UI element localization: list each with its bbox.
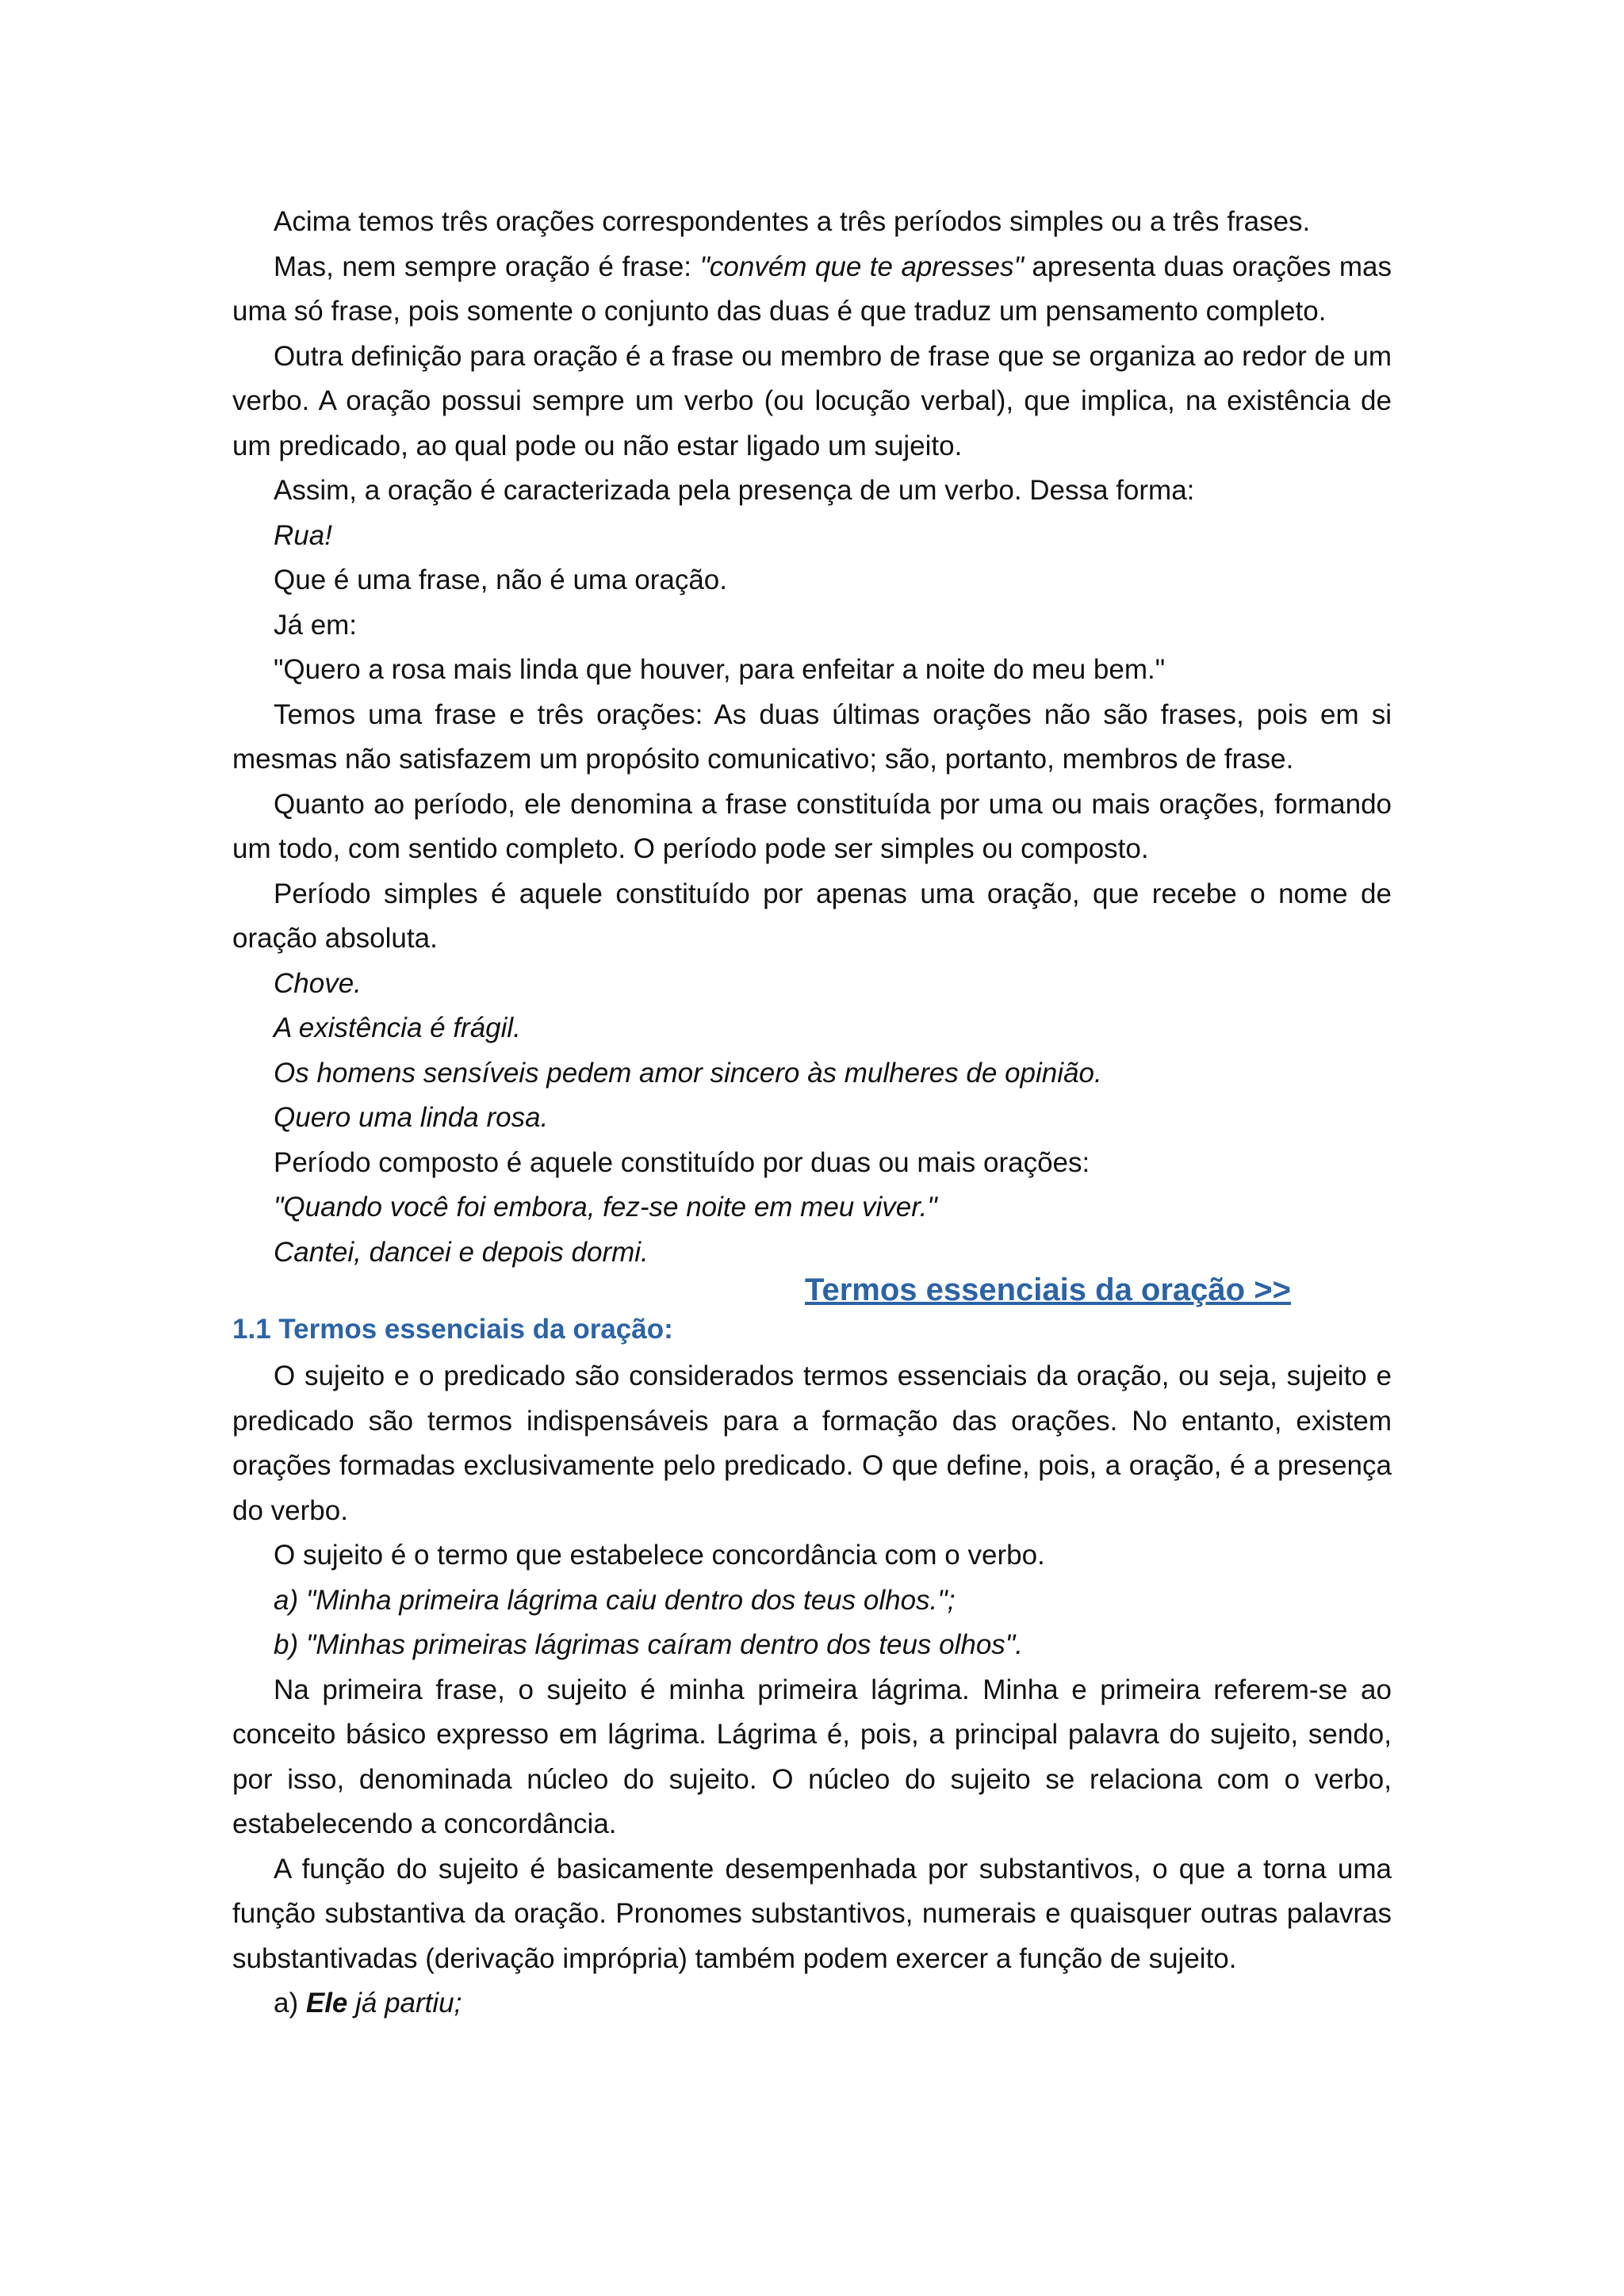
text: Mas, nem sempre oração é frase: xyxy=(274,251,700,282)
paragraph: Na primeira frase, o sujeito é minha primeira lágrima. Minha e primeira referem-se ao conceito básico expresso em lágrima. Lágrima é, pois, a principal palavra do sujeito, sendo, por isso, denominada núcleo do sujeito. O núcleo do sujeito se relaciona com o verbo, estabelecendo a concordância. xyxy=(232,1674,1392,1839)
paragraph: O sujeito é o termo que estabelece concordância com o verbo. xyxy=(274,1540,1045,1571)
text: a) xyxy=(274,1988,306,2019)
example-line: "Quando você foi embora, fez-se noite em meu viver." xyxy=(274,1192,937,1223)
paragraph: Assim, a oração é caracterizada pela presença de um verbo. Dessa forma: xyxy=(274,475,1195,506)
emphasis-subject: Ele xyxy=(305,1988,348,2019)
example-line: Quero uma linda rosa. xyxy=(274,1102,549,1133)
paragraph: A função do sujeito é basicamente desempenhada por substantivos, o que a torna uma função substantiva da oração. Pronomes substantivos, numerais e quaisquer outras palavras substantivadas (derivação imprópria) também podem exercer a função de sujeito. xyxy=(232,1853,1392,1974)
example-line: A existência é frágil. xyxy=(274,1012,521,1043)
quoted-example: "convém que te apresses" xyxy=(699,251,1024,282)
link-row xyxy=(232,1272,1392,1310)
paragraph xyxy=(232,245,1392,335)
text: já partiu; xyxy=(347,1988,462,2019)
quoted-example: "Quero a rosa mais linda que houver, para enfeitar a noite do meu bem." xyxy=(274,654,1166,685)
paragraph: Acima temos três orações correspondentes a três períodos simples ou a três frases. xyxy=(274,206,1311,237)
paragraph: O sujeito e o predicado são considerados termos essenciais da oração, ou seja, sujeito e predicado são termos indispensáveis para a formação das orações. No entanto, existem orações formadas exclusivamente pelo predicado. O que define, pois, a oração, é a presença do verbo. xyxy=(232,1360,1392,1526)
example-line: Cantei, dancei e depois dormi. xyxy=(274,1236,649,1268)
document-body xyxy=(232,200,1392,2026)
paragraph: Outra definição para oração é a frase ou membro de frase que se organiza ao redor de um verbo. A oração possui sempre um verbo (ou locução verbal), que implica, na existência de um predicado, ao qual pode ou não estar ligado um sujeito. xyxy=(232,340,1392,461)
example-line: Os homens sensíveis pedem amor sincero às mulheres de opinião. xyxy=(274,1057,1102,1089)
paragraph: Quanto ao período, ele denomina a frase constituída por uma ou mais orações, formando um todo, com sentido completo. O período pode ser simples ou composto. xyxy=(232,788,1392,864)
paragraph: Que é uma frase, não é uma oração. xyxy=(274,564,727,595)
example-line: Chove. xyxy=(274,967,362,999)
section-heading: 1.1 Termos essenciais da oração: xyxy=(232,1314,673,1345)
example-line: b) "Minhas primeiras lágrimas caíram dentro dos teus olhos". xyxy=(274,1629,1023,1660)
next-section-link[interactable]: Termos essenciais da oração >> xyxy=(805,1272,1291,1307)
example-line: Rua! xyxy=(274,519,332,551)
paragraph: Período simples é aquele constituído por apenas uma oração, que recebe o nome de oração absoluta. xyxy=(232,878,1392,954)
example-line: a) "Minha primeira lágrima caiu dentro dos teus olhos."; xyxy=(274,1584,956,1616)
paragraph: Temos uma frase e três orações: As duas últimas orações não são frases, pois em si mesmas não satisfazem um propósito comunicativo; são, portanto, membros de frase. xyxy=(232,698,1392,775)
text: apresenta duas orações mas uma só frase, pois somente o conjunto das duas é que traduz um pensamento completo. xyxy=(232,251,1392,327)
paragraph: Já em: xyxy=(274,609,358,641)
example-line xyxy=(232,1981,1392,2026)
paragraph: Período composto é aquele constituído por duas ou mais orações: xyxy=(274,1146,1090,1178)
